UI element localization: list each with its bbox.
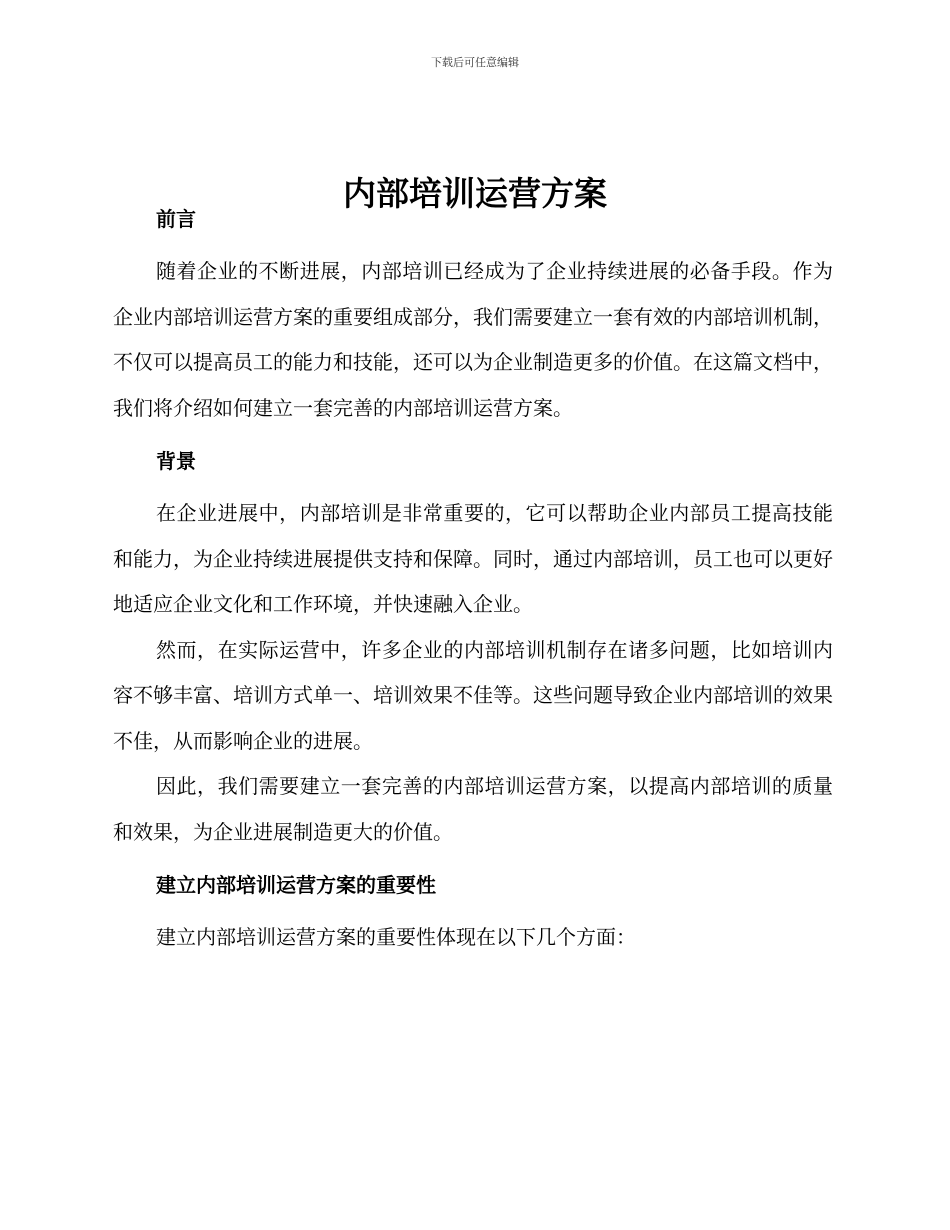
paragraph-background-1: 在企业进展中，内部培训是非常重要的，它可以帮助企业内部员工提高技能和能力，为企业持续进展提供支持和保障。同时，通过内部培训，员工也可以更好地适应企业文化和工作环境，并快速融入企业。	[113, 501, 833, 616]
section-heading-background: 背景	[156, 449, 196, 473]
paragraph-preface: 随着企业的不断进展，内部培训已经成为了企业持续进展的必备手段。作为企业内部培训运营方案的重要组成部分，我们需要建立一套有效的内部培训机制，不仅可以提高员工的能力和技能，还可以为企业制造更多的价值。在这篇文档中，我们将介绍如何建立一套完善的内部培训运营方案。	[113, 259, 833, 420]
paragraph-importance: 建立内部培训运营方案的重要性体现在以下几个方面：	[156, 925, 636, 949]
paragraph-background-3: 因此，我们需要建立一套完善的内部培训运营方案，以提高内部培训的质量和效果，为企业进展制造更大的价值。	[113, 774, 833, 844]
section-heading-importance: 建立内部培训运营方案的重要性	[156, 873, 436, 897]
paragraph-background-2: 然而，在实际运营中，许多企业的内部培训机制存在诸多问题，比如培训内容不够丰富、培训方式单一、培训效果不佳等。这些问题导致企业内部培训的效果不佳，从而影响企业的进展。	[113, 637, 833, 753]
section-heading-preface: 前言	[156, 207, 196, 231]
document-body	[113, 202, 833, 961]
document-title: 内部培训运营方案	[343, 174, 607, 214]
header-note: 下载后可任意编辑	[431, 56, 519, 69]
